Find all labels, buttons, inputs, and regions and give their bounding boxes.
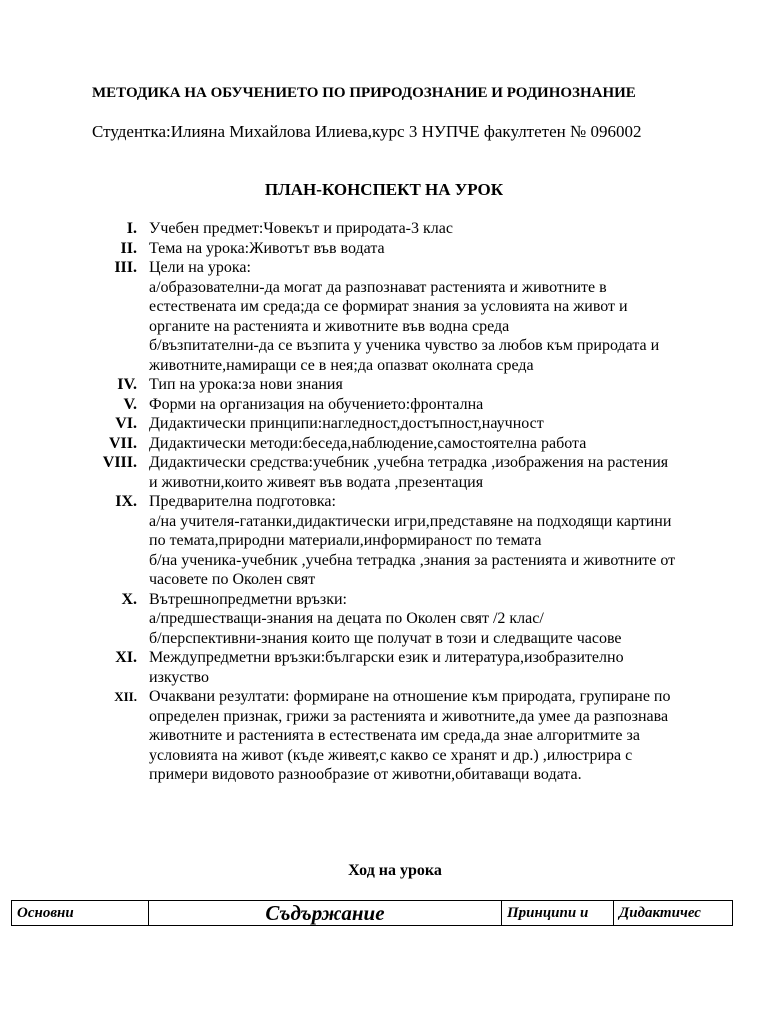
outline-item	[0, 453, 768, 492]
plan-title: ПЛАН-КОНСПЕКТ НА УРОК	[264, 180, 504, 199]
outline-item	[0, 590, 768, 610]
outline-item-detail: б/възпитателни-да се възпита у ученика чувство за любов към природата и животните,намиращи се в нея;да опазват околната среда	[149, 337, 660, 374]
outline-item	[0, 239, 768, 259]
outline-item	[0, 395, 768, 415]
outline-item-text: Вътрешнопредметни връзки:	[149, 590, 347, 608]
outline-item-number: I.	[126, 220, 137, 237]
outline-item-detail: а/образователни-да могат да разпознават растенията и животните в естествената им среда;да се формират знания за условията на живот и органите на растенията и животните във водна среда	[149, 278, 628, 335]
table-header-cell: Основни	[12, 901, 149, 926]
outline-item	[0, 648, 768, 687]
outline-item-number: XII.	[114, 689, 137, 704]
outline-item-text: Цели на урока:	[149, 259, 251, 276]
outline-item-number: VII.	[108, 434, 137, 452]
outline-item-text: Очаквани резултати: формиране на отношение към природата, групиране по определен признак, грижи за растенията и животните,да умее да разпознава животните и растенията в естествената им среда,да знае алгоритмите за условията на живот (къде живеят,с какво се хранят и др.) ,илюстрира с примери видовото разнообразие от животни,обитаващи водата.	[149, 688, 671, 783]
outline-item-text: Форми на организация на обучението:фронтална	[149, 395, 484, 413]
document-heading: МЕТОДИКА НА ОБУЧЕНИЕТО ПО ПРИРОДОЗНАНИЕ И РОДИНОЗНАНИЕ	[92, 85, 636, 101]
outline-item-number: XI.	[115, 649, 137, 666]
table-header-cell: Дидактичес	[614, 901, 733, 926]
outline-item-number: III.	[114, 259, 137, 276]
outline-item	[0, 492, 768, 512]
outline-item-text: Предварителна подготовка:	[149, 493, 336, 510]
outline-item-text: Междупредметни връзки:български език и литература,изобразително изкуство	[149, 649, 624, 686]
table-header-cell: Съдържание	[149, 901, 502, 926]
outline-item	[0, 687, 768, 785]
outline-item-number: X.	[121, 590, 137, 608]
outline-item-number: VIII.	[102, 454, 137, 471]
outline-item-text: Дидактически принципи:нагледност,достъпност,научност	[149, 415, 544, 432]
outline-item-detail: а/предшестващи-знания на децата по Околен свят /2 клас/	[149, 610, 544, 627]
lesson-table	[11, 900, 733, 926]
outline-item-number: II.	[120, 239, 137, 257]
lesson-outline	[0, 219, 768, 785]
outline-item-number: VI.	[115, 415, 137, 432]
outline-item-text: Дидактически средства:учебник ,учебна тетрадка ,изображения на растения и животни,които живеят във водата ,презентация	[149, 454, 669, 491]
outline-item	[0, 219, 768, 239]
student-info: Студентка:Илияна Михайлова Илиева,курс 3 НУПЧЕ факултетен № 096002	[92, 122, 642, 141]
outline-item-text: Тип на урока:за нови знания	[149, 376, 343, 393]
outline-item-detail: а/на учителя-гатанки,дидактически игри,представяне на подходящи картини по темата,природни материали,информираност по темата	[149, 512, 672, 549]
outline-item	[0, 434, 768, 454]
outline-item-text: Дидактически методи:беседа,наблюдение,самостоятелна работа	[149, 434, 587, 452]
table-header-row	[12, 901, 733, 926]
outline-item	[0, 375, 768, 395]
outline-item	[0, 414, 768, 434]
outline-item	[0, 258, 768, 278]
outline-item-text: Тема на урока:Животът във водата	[149, 239, 385, 257]
outline-item-number: IV.	[117, 376, 137, 393]
outline-item-number: V.	[123, 395, 137, 413]
outline-item-detail: б/перспективни-знания които ще получат в този и следващите часове	[149, 629, 622, 647]
outline-item-number: IX.	[115, 493, 137, 510]
lesson-progress-heading: Ход на урока	[348, 862, 442, 879]
outline-item-text: Учебен предмет:Човекът и природата-3 клас	[149, 220, 453, 237]
outline-item-detail: б/на ученика-учебник ,учебна тетрадка ,знания за растенията и животните от часовете по Околен свят	[149, 551, 676, 588]
table-header-cell: Принципи и	[502, 901, 614, 926]
